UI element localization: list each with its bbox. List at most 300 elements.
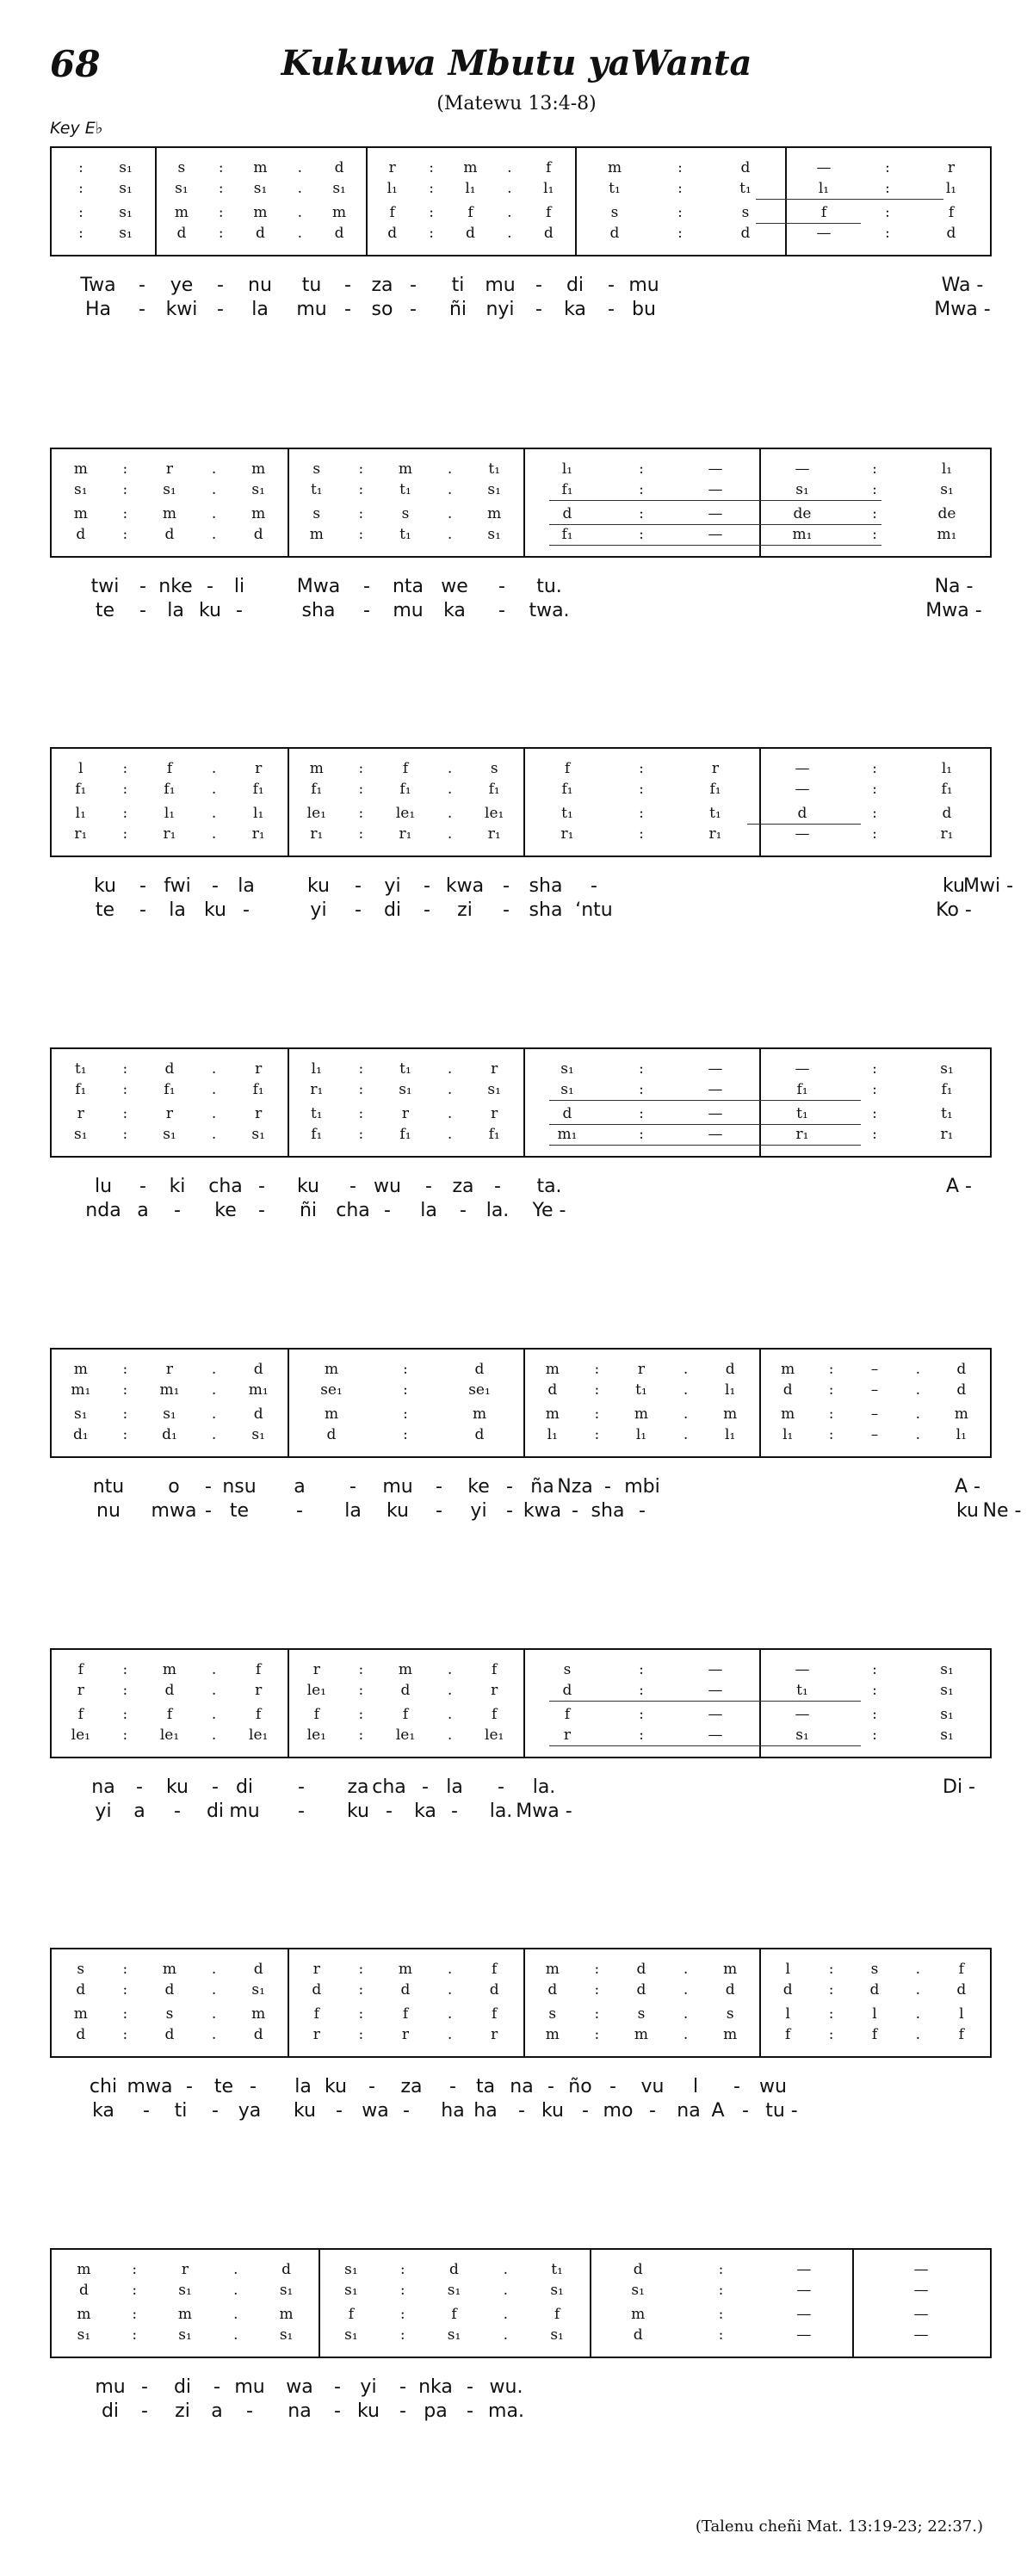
solfa-note: : xyxy=(403,1426,408,1443)
lyric-syllable: - xyxy=(141,2400,148,2422)
solfa-note: r₁ xyxy=(795,1126,809,1143)
solfa-note: . xyxy=(915,1426,921,1443)
voice-row xyxy=(52,1103,990,1125)
solfa-note: d xyxy=(956,1381,967,1399)
lyric-syllable: na xyxy=(677,2100,701,2122)
solfa-note: . xyxy=(683,1961,689,1978)
solfa-note: r xyxy=(255,1682,263,1699)
lyric-line xyxy=(50,1800,990,1824)
solfa-note: . xyxy=(683,1361,689,1378)
lyric-syllable: l xyxy=(692,2076,699,2097)
staff-box xyxy=(50,1648,992,1758)
solfa-note: : xyxy=(122,1126,128,1143)
solfa-note: d xyxy=(78,2282,89,2299)
lyric-syllable: - xyxy=(449,2076,456,2097)
tie-line xyxy=(549,1745,861,1746)
solfa-note: . xyxy=(211,460,217,478)
lyric-syllable: - xyxy=(498,600,505,621)
solfa-note: : xyxy=(639,825,644,843)
lyric-syllable: - xyxy=(503,899,510,921)
solfa-note: r xyxy=(77,1105,84,1122)
solfa-note: m xyxy=(324,1361,339,1378)
solfa-note: r xyxy=(165,1105,174,1122)
solfa-note: : xyxy=(828,2005,834,2023)
lyric-syllable: - xyxy=(498,576,505,597)
solfa-note: : xyxy=(358,1081,364,1098)
lyric-syllable: - xyxy=(403,2100,410,2122)
lyric-syllable: za xyxy=(347,1776,369,1798)
solfa-note: : xyxy=(358,781,364,798)
solfa-note: . xyxy=(915,1405,921,1423)
lyric-syllable: la. xyxy=(532,1776,556,1798)
solfa-note: — xyxy=(708,526,723,543)
solfa-note: s₁ xyxy=(119,159,133,176)
voice-row xyxy=(52,222,990,244)
voice-row xyxy=(52,1358,990,1381)
solfa-note: s xyxy=(870,1961,879,1978)
solfa-note: f xyxy=(451,2306,457,2323)
solfa-note: r xyxy=(637,1361,646,1378)
lyric-syllable: A - xyxy=(955,1476,980,1498)
tie-line xyxy=(549,1701,861,1702)
lyric-syllable: - xyxy=(344,275,351,296)
lyric-syllable: ka xyxy=(564,299,586,320)
lyric-syllable: - xyxy=(410,299,417,320)
lyric-syllable: ñi xyxy=(448,299,467,320)
solfa-note: f xyxy=(492,1961,498,1978)
solfa-note: t₁ xyxy=(399,481,411,498)
voice-row xyxy=(52,1979,990,2001)
solfa-note: r₁ xyxy=(487,825,501,843)
solfa-note: m xyxy=(162,1961,177,1978)
solfa-note: . xyxy=(915,1981,921,1998)
solfa-note: f xyxy=(256,1706,262,1723)
lyric-syllable: za xyxy=(371,275,393,296)
lyric-syllable: zi xyxy=(175,2400,190,2422)
solfa-note: s₁ xyxy=(447,2326,461,2344)
solfa-note: f xyxy=(871,2026,878,2043)
solfa-note: . xyxy=(211,1105,217,1122)
lyric-syllable: ku xyxy=(942,875,965,897)
solfa-note: s₁ xyxy=(795,481,809,498)
solfa-note: r xyxy=(255,1060,263,1078)
solfa-note: m xyxy=(251,505,266,522)
solfa-note: f₁ xyxy=(561,781,573,798)
voice-row xyxy=(52,2303,990,2326)
solfa-note: . xyxy=(211,1405,217,1423)
solfa-note: . xyxy=(683,2026,689,2043)
lyric-syllable: Mwi - xyxy=(962,875,1014,897)
lyric-syllable: ta xyxy=(475,2076,496,2097)
lyric-syllable: - xyxy=(334,2400,341,2422)
solfa-note: d xyxy=(334,159,344,176)
solfa-note: t₁ xyxy=(74,1060,87,1078)
voice-row xyxy=(52,778,990,800)
solfa-note: d xyxy=(76,526,86,543)
lyric-syllable: za xyxy=(400,2076,423,2097)
solfa-note: l₁ xyxy=(725,1426,736,1443)
solfa-note: f xyxy=(348,2306,355,2323)
solfa-note: r₁ xyxy=(560,825,574,843)
solfa-note: d xyxy=(312,1981,322,1998)
solfa-note: . xyxy=(503,2261,508,2278)
solfa-note: m₁ xyxy=(937,526,957,543)
lyric-syllable: te xyxy=(229,1500,250,1522)
solfa-note: m₁ xyxy=(557,1126,578,1143)
lyric-syllable: - xyxy=(296,1500,303,1522)
solfa-note: d xyxy=(253,1361,263,1378)
solfa-note: d xyxy=(609,225,620,242)
solfa-note: . xyxy=(503,2306,508,2323)
solfa-note: — xyxy=(708,481,723,498)
solfa-note: f xyxy=(546,204,552,221)
solfa-note: : xyxy=(122,1060,128,1078)
lyric-syllable: twi xyxy=(90,576,120,597)
lyric-syllable: - xyxy=(246,2400,253,2422)
solfa-note: : xyxy=(639,760,644,777)
solfa-note: : xyxy=(594,1981,600,1998)
solfa-note: r₁ xyxy=(74,825,88,843)
solfa-note: : xyxy=(429,180,434,197)
lyric-syllable: vu xyxy=(640,2076,665,2097)
solfa-note: m xyxy=(723,1961,738,1978)
voice-row xyxy=(52,2258,990,2281)
solfa-note: : xyxy=(594,1426,600,1443)
solfa-note: : xyxy=(358,1682,364,1699)
solfa-note: . xyxy=(915,1361,921,1378)
solfa-note: : xyxy=(399,2282,405,2299)
solfa-note: d xyxy=(449,2261,459,2278)
solfa-note: . xyxy=(297,159,302,176)
solfa-note: f₁ xyxy=(941,1081,953,1098)
lyric-syllable: di xyxy=(383,899,402,921)
lyric-syllable: ku xyxy=(386,1500,409,1522)
solfa-note: — xyxy=(816,159,832,176)
lyric-line xyxy=(50,1499,1022,1523)
solfa-note: : xyxy=(677,225,683,242)
solfa-note: s₁ xyxy=(163,1126,176,1143)
lyric-syllable: wa xyxy=(362,2100,389,2122)
solfa-note: : xyxy=(639,481,644,498)
solfa-note: m xyxy=(77,2306,91,2323)
solfa-note: : xyxy=(872,1060,877,1078)
solfa-note: — xyxy=(913,2326,929,2344)
lyric-syllable: nu xyxy=(96,1500,121,1522)
staff-box xyxy=(50,1948,992,2058)
lyric-syllable: - xyxy=(399,2376,406,2398)
lyric-syllable: sha xyxy=(301,600,336,621)
solfa-note: s₁ xyxy=(178,2326,192,2344)
solfa-note: m xyxy=(174,204,189,221)
staff-box xyxy=(50,146,992,256)
tie-line xyxy=(549,524,881,525)
solfa-note: f xyxy=(492,2005,498,2023)
solfa-note: — xyxy=(795,1060,810,1078)
solfa-note: s₁ xyxy=(119,180,133,197)
lyric-syllable: - xyxy=(460,1200,467,1221)
solfa-note: : xyxy=(78,180,84,197)
solfa-note: m₁ xyxy=(248,1381,269,1399)
solfa-note: : xyxy=(78,225,84,242)
solfa-note: : xyxy=(122,481,128,498)
solfa-note: m xyxy=(954,1405,968,1423)
lyric-syllable: - xyxy=(355,875,362,897)
lyric-syllable: mu xyxy=(382,1476,413,1498)
solfa-note: : xyxy=(872,760,877,777)
solfa-note: s₁ xyxy=(487,481,501,498)
solfa-note: m xyxy=(781,1405,795,1423)
voice-row xyxy=(52,1123,990,1146)
lyric-syllable: te xyxy=(213,2076,234,2097)
solfa-note: : xyxy=(639,1060,644,1078)
solfa-note: : xyxy=(358,2005,364,2023)
solfa-note: : xyxy=(639,526,644,543)
lyric-syllable: - xyxy=(139,299,145,320)
solfa-note: f₁ xyxy=(488,781,500,798)
solfa-note: : xyxy=(639,1105,644,1122)
lyric-syllable: - xyxy=(258,1176,265,1197)
solfa-note: : xyxy=(122,1381,128,1399)
lyric-syllable: ye xyxy=(170,275,194,296)
solfa-note: d xyxy=(946,225,956,242)
solfa-note: . xyxy=(211,1661,217,1678)
solfa-note: : xyxy=(399,2306,405,2323)
lyric-line xyxy=(50,1199,990,1223)
solfa-note: . xyxy=(211,781,217,798)
solfa-note: : xyxy=(594,2026,600,2043)
solfa-note: m xyxy=(545,1361,560,1378)
lyric-line xyxy=(50,899,990,923)
solfa-note: s₁ xyxy=(631,2282,645,2299)
solfa-note: d xyxy=(782,1381,793,1399)
lyric-syllable: sha xyxy=(591,1500,625,1522)
lyric-syllable: - xyxy=(572,1500,578,1522)
solfa-note: : xyxy=(358,505,364,522)
lyric-syllable: Ne - xyxy=(982,1500,1022,1522)
solfa-note: r xyxy=(312,1961,320,1978)
solfa-note: t₁ xyxy=(399,526,411,543)
solfa-note: . xyxy=(447,1706,453,1723)
lyric-syllable: mu xyxy=(485,275,516,296)
hymn-title: Kukuwa Mbutu yaWanta xyxy=(281,43,752,83)
tie-line xyxy=(549,1145,861,1146)
solfa-note: d xyxy=(76,1981,86,1998)
solfa-note: f xyxy=(492,1661,498,1678)
solfa-note: : xyxy=(639,1661,644,1678)
solfa-note: d xyxy=(633,2261,643,2278)
lyric-syllable: - xyxy=(205,1476,212,1498)
solfa-note: : xyxy=(122,1727,128,1744)
solfa-note: m xyxy=(472,1405,487,1423)
solfa-note: f xyxy=(785,2026,791,2043)
solfa-note: . xyxy=(915,1961,921,1978)
solfa-note: r xyxy=(491,1060,498,1078)
solfa-note: : xyxy=(828,1381,834,1399)
solfa-note: . xyxy=(211,1381,217,1399)
solfa-note: . xyxy=(447,760,453,777)
solfa-note: t₁ xyxy=(561,805,573,822)
lyric-syllable: - xyxy=(212,1776,219,1798)
lyric-syllable: - xyxy=(436,1500,442,1522)
lyric-syllable: - xyxy=(136,1776,143,1798)
solfa-note: : xyxy=(122,2026,128,2043)
solfa-note: : xyxy=(677,204,683,221)
lyric-syllable: - xyxy=(141,2376,148,2398)
lyric-syllable: yi xyxy=(470,1500,487,1522)
lyric-syllable: la xyxy=(344,1500,362,1522)
solfa-note: : xyxy=(828,2026,834,2043)
solfa-note: f xyxy=(166,760,173,777)
solfa-note: l₁ xyxy=(782,1426,794,1443)
lyric-syllable: - xyxy=(535,299,542,320)
lyric-syllable: - xyxy=(582,2100,589,2122)
solfa-note: l₁ xyxy=(635,1426,647,1443)
solfa-note: d xyxy=(281,2261,292,2278)
solfa-note: : xyxy=(872,781,877,798)
solfa-note: f₁ xyxy=(75,781,87,798)
solfa-note: . xyxy=(507,180,512,197)
solfa-note: m xyxy=(545,2026,560,2043)
scripture-reference: (Matewu 13:4-8) xyxy=(436,93,597,114)
solfa-note: t₁ xyxy=(941,1105,953,1122)
solfa-note: d xyxy=(489,1981,499,1998)
lyric-syllable: - xyxy=(506,1476,513,1498)
solfa-note: : xyxy=(639,805,644,822)
solfa-note: s₁ xyxy=(119,225,133,242)
solfa-note: l₁ xyxy=(725,1381,736,1399)
lyric-syllable: ku xyxy=(296,1176,319,1197)
solfa-note: m xyxy=(162,1661,177,1678)
solfa-note: : xyxy=(218,159,224,176)
solfa-note: f₁ xyxy=(311,1126,323,1143)
lyric-syllable: - xyxy=(355,899,362,921)
solfa-note: t₁ xyxy=(709,805,721,822)
solfa-note: f₁ xyxy=(488,1126,500,1143)
lyric-syllable: ha xyxy=(473,2100,498,2122)
solfa-note: . xyxy=(211,825,217,843)
solfa-note: f xyxy=(77,1661,84,1678)
solfa-note: f₁ xyxy=(399,1126,411,1143)
lyric-syllable: la xyxy=(294,2076,312,2097)
lyric-syllable: na xyxy=(91,1776,115,1798)
solfa-note: f₁ xyxy=(252,781,264,798)
solfa-note: s₁ xyxy=(447,2282,461,2299)
solfa-note: : xyxy=(828,1961,834,1978)
voice-row xyxy=(52,1058,990,1080)
solfa-note: f₁ xyxy=(796,1081,808,1098)
solfa-note: s₁ xyxy=(251,1981,265,1998)
solfa-note: m xyxy=(177,2306,193,2323)
lyric-syllable: - xyxy=(174,1801,181,1822)
solfa-note: : xyxy=(122,2005,128,2023)
solfa-note: f xyxy=(564,760,571,777)
staff-box xyxy=(50,747,992,857)
lyric-syllable: - xyxy=(217,275,224,296)
lyric-syllable: ma. xyxy=(488,2400,524,2422)
solfa-note: : xyxy=(872,481,877,498)
solfa-note: d xyxy=(636,1961,646,1978)
solfa-note: le₁ xyxy=(395,1727,416,1744)
lyric-syllable: - xyxy=(609,2076,616,2097)
solfa-note: s₁ xyxy=(399,1081,412,1098)
lyric-syllable: - xyxy=(386,1801,393,1822)
lyric-syllable: yi xyxy=(95,1801,112,1822)
solfa-note: t₁ xyxy=(399,1060,411,1078)
solfa-note: : xyxy=(218,204,224,221)
solfa-note: s₁ xyxy=(119,204,133,221)
lyric-syllable: ku xyxy=(306,875,330,897)
solfa-note: — xyxy=(795,1706,810,1723)
voice-row xyxy=(52,2003,990,2025)
solfa-note: s xyxy=(726,2005,734,2023)
solfa-note: r xyxy=(401,2026,410,2043)
solfa-note: : xyxy=(872,1727,877,1744)
solfa-note: l₁ xyxy=(465,180,476,197)
solfa-note: : xyxy=(122,526,128,543)
solfa-note: d xyxy=(256,225,265,242)
lyric-syllable: ku xyxy=(356,2400,380,2422)
solfa-note: : xyxy=(122,460,128,478)
solfa-note: . xyxy=(211,1682,217,1699)
solfa-note: r xyxy=(711,760,720,777)
solfa-note: . xyxy=(447,1060,453,1078)
solfa-note: : xyxy=(872,1126,877,1143)
lyric-syllable: - xyxy=(503,875,510,897)
solfa-note: s₁ xyxy=(253,180,268,197)
solfa-note: l xyxy=(785,2005,790,2023)
solfa-note: le₁ xyxy=(306,805,326,822)
lyric-syllable: we xyxy=(441,576,468,597)
solfa-note: : xyxy=(718,2306,724,2323)
lyric-syllable: Mwa - xyxy=(934,299,991,320)
lyric-syllable: - xyxy=(733,2076,740,2097)
solfa-note: r₁ xyxy=(940,825,954,843)
solfa-note: . xyxy=(447,825,453,843)
solfa-note: : xyxy=(429,204,434,221)
solfa-note: : xyxy=(677,159,683,176)
solfa-note: m xyxy=(634,1405,649,1423)
lyric-syllable: ke xyxy=(214,1200,237,1221)
lyric-syllable: - xyxy=(742,2100,749,2122)
solfa-note: r xyxy=(491,1682,498,1699)
lyric-syllable: - xyxy=(410,275,417,296)
voice-row xyxy=(52,523,990,546)
solfa-note: m xyxy=(162,505,177,522)
solfa-note: — xyxy=(795,1661,810,1678)
lyric-syllable: di xyxy=(173,2376,192,2398)
solfa-note: r xyxy=(312,2026,320,2043)
solfa-note: l₁ xyxy=(956,1426,967,1443)
solfa-note: m xyxy=(398,1661,413,1678)
lyric-syllable: - xyxy=(399,2400,406,2422)
solfa-note: : xyxy=(828,1981,834,1998)
lyric-syllable: sha xyxy=(529,875,563,897)
lyric-syllable: ku xyxy=(165,1776,189,1798)
solfa-note: : xyxy=(639,1727,644,1744)
solfa-note: d xyxy=(797,805,807,822)
solfa-note: l₁ xyxy=(547,1426,558,1443)
lyric-syllable: cha xyxy=(336,1200,370,1221)
staff-box xyxy=(50,2248,992,2358)
solfa-note: r₁ xyxy=(310,825,324,843)
solfa-note: s₁ xyxy=(940,1727,954,1744)
solfa-note: d xyxy=(253,2026,263,2043)
voice-row xyxy=(52,503,990,525)
solfa-note: — xyxy=(708,1060,723,1078)
solfa-note: : xyxy=(885,225,890,242)
solfa-note: : xyxy=(718,2261,724,2278)
solfa-note: . xyxy=(211,505,217,522)
